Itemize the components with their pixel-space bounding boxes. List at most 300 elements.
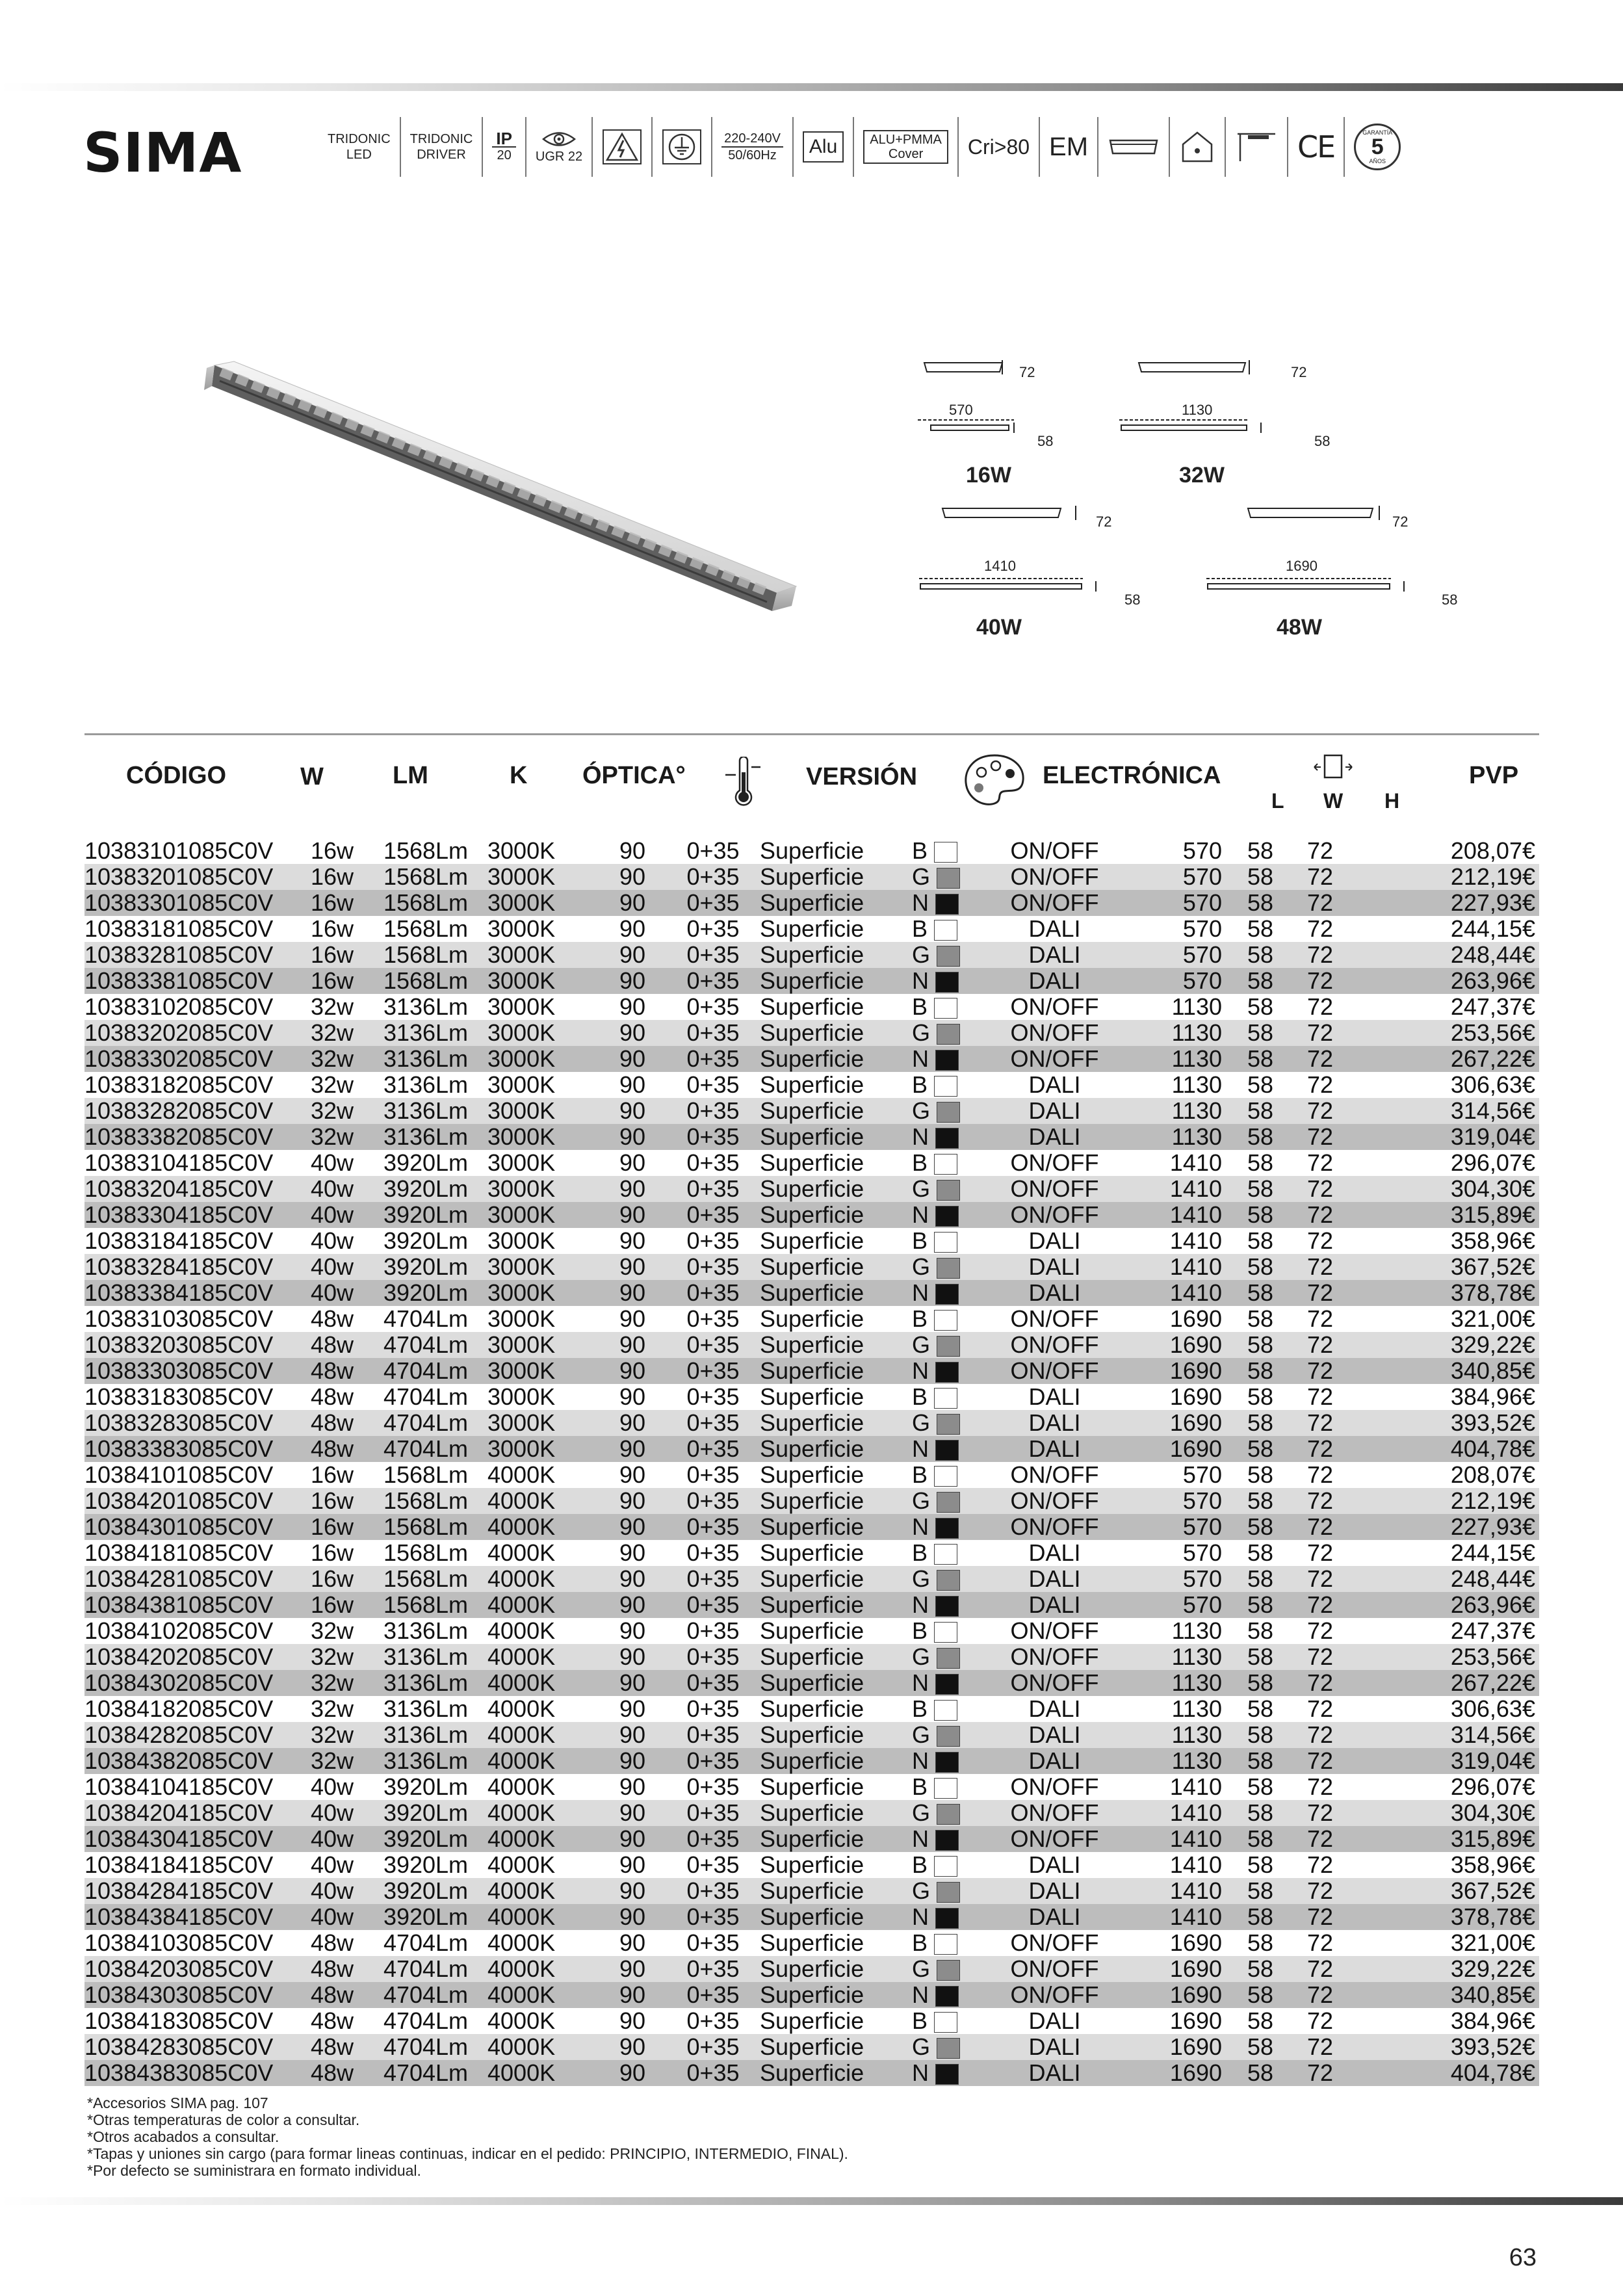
table-cell: 4000K — [480, 1644, 574, 1670]
table-cell: 10384282085C0V — [84, 1722, 292, 1748]
table-cell: 40w — [292, 1904, 372, 1930]
table-cell: 0+35 — [652, 1618, 748, 1644]
table-cell: 58 — [1231, 1956, 1290, 1982]
table-cell: Superficie — [748, 1410, 907, 1436]
product-image — [195, 338, 806, 650]
table-cell: 4704Lm — [372, 1384, 480, 1410]
table-cell: 0+35 — [652, 864, 748, 890]
table-cell: 10383184185C0V — [84, 1228, 292, 1254]
table-cell: ON/OFF — [972, 1150, 1137, 1176]
table-cell — [907, 864, 972, 890]
finish-color-swatch — [937, 868, 960, 889]
table-cell: ON/OFF — [972, 1306, 1137, 1332]
table-cell — [907, 916, 972, 942]
earth-ground — [651, 117, 711, 177]
table-cell — [907, 1644, 972, 1670]
table-cell: 0+35 — [652, 994, 748, 1020]
table-cell — [907, 1566, 972, 1592]
table-cell: 0+35 — [652, 1306, 748, 1332]
table-cell: 4000K — [480, 1696, 574, 1722]
table-cell: 1130 — [1137, 1618, 1231, 1644]
table-cell: 48w — [292, 2034, 372, 2060]
table-cell — [907, 1488, 972, 1514]
table-cell: Superficie — [748, 1878, 907, 1904]
finish-code: N — [912, 1046, 929, 1072]
table-cell: 1410 — [1137, 1228, 1231, 1254]
table-cell: ON/OFF — [972, 1046, 1137, 1072]
table-cell — [907, 1878, 972, 1904]
table-cell: 58 — [1231, 1800, 1290, 1826]
table-cell: 58 — [1231, 1436, 1290, 1462]
finish-code: G — [912, 1410, 931, 1436]
finish-code: G — [912, 942, 931, 968]
table-cell: 1130 — [1137, 1644, 1231, 1670]
table-cell: 72 — [1290, 838, 1351, 864]
table-cell: 72 — [1290, 1566, 1351, 1592]
table-cell: 40w — [292, 1254, 372, 1280]
table-cell: 0+35 — [652, 2060, 748, 2086]
table-cell: 4000K — [480, 1566, 574, 1592]
table-cell: 90 — [574, 942, 652, 968]
table-cell: 4704Lm — [372, 1332, 480, 1358]
table-cell: 4000K — [480, 2060, 574, 2086]
table-cell: 58 — [1231, 1930, 1290, 1956]
table-cell: 340,85€ — [1351, 1982, 1539, 2008]
table-cell: 304,30€ — [1351, 1176, 1539, 1202]
table-cell: 393,52€ — [1351, 1410, 1539, 1436]
table-cell: DALI — [972, 1072, 1137, 1098]
table-row — [84, 1410, 1539, 1436]
table-cell: 247,37€ — [1351, 994, 1539, 1020]
table-cell: ON/OFF — [972, 1982, 1137, 2008]
table-cell: 321,00€ — [1351, 1930, 1539, 1956]
indoor-use-spec — [1169, 117, 1225, 177]
table-cell: 0+35 — [652, 1722, 748, 1748]
table-cell: 72 — [1290, 1774, 1351, 1800]
table-row — [84, 1176, 1539, 1202]
finish-color-swatch — [934, 1856, 957, 1877]
table-row — [84, 1384, 1539, 1410]
table-cell: 208,07€ — [1351, 838, 1539, 864]
table-cell: 72 — [1290, 1670, 1351, 1696]
table-cell: DALI — [972, 1540, 1137, 1566]
table-cell: 570 — [1137, 1540, 1231, 1566]
table-cell: 58 — [1231, 1488, 1290, 1514]
table-cell — [907, 1904, 972, 1930]
table-cell: 40w — [292, 1150, 372, 1176]
table-cell — [907, 1774, 972, 1800]
finish-code: N — [912, 1358, 929, 1384]
table-cell: 90 — [574, 864, 652, 890]
finish-color-swatch — [934, 1388, 957, 1409]
table-cell: Superficie — [748, 942, 907, 968]
table-cell: 0+35 — [652, 1098, 748, 1124]
header-w: W — [300, 763, 324, 790]
table-row — [84, 942, 1539, 968]
finish-color-swatch — [937, 1960, 960, 1981]
table-row — [84, 1098, 1539, 1124]
table-row — [84, 1878, 1539, 1904]
table-cell: ON/OFF — [972, 1358, 1137, 1384]
table-cell: 90 — [574, 968, 652, 994]
table-cell: 570 — [1137, 916, 1231, 942]
table-cell: 306,63€ — [1351, 1072, 1539, 1098]
lightning-warning-icon — [602, 129, 642, 165]
table-cell: 0+35 — [652, 1176, 748, 1202]
table-cell: 90 — [574, 1332, 652, 1358]
table-cell: 90 — [574, 1956, 652, 1982]
table-cell: 0+35 — [652, 1852, 748, 1878]
table-row — [84, 1774, 1539, 1800]
table-cell: 90 — [574, 1280, 652, 1306]
table-cell — [907, 994, 972, 1020]
tridonic-driver-label: TRIDONIC DRIVER — [400, 117, 482, 177]
finish-color-swatch — [934, 1622, 957, 1643]
finish-code: N — [912, 890, 929, 916]
table-cell: 16w — [292, 864, 372, 890]
table-row — [84, 1696, 1539, 1722]
table-cell: 32w — [292, 1072, 372, 1098]
table-cell: 1568Lm — [372, 1488, 480, 1514]
finish-color-swatch — [937, 2038, 960, 2059]
table-cell: 72 — [1290, 1748, 1351, 1774]
table-cell: 212,19€ — [1351, 864, 1539, 890]
finish-code: N — [912, 1280, 929, 1306]
table-cell: 90 — [574, 1514, 652, 1540]
table-cell: 10384101085C0V — [84, 1462, 292, 1488]
table-cell: 48w — [292, 1410, 372, 1436]
table-cell: 0+35 — [652, 1488, 748, 1514]
finish-color-swatch — [934, 1154, 957, 1175]
table-cell: Superficie — [748, 916, 907, 942]
header-optica: ÓPTICA° — [582, 762, 686, 789]
table-cell: 4000K — [480, 1540, 574, 1566]
table-cell: 3000K — [480, 1306, 574, 1332]
table-cell: 58 — [1231, 994, 1290, 1020]
table-cell: 3000K — [480, 942, 574, 968]
table-cell: 32w — [292, 1020, 372, 1046]
table-row — [84, 1826, 1539, 1852]
table-cell: 10383304185C0V — [84, 1202, 292, 1228]
table-cell: 253,56€ — [1351, 1644, 1539, 1670]
table-cell: 3000K — [480, 1384, 574, 1410]
table-row — [84, 1124, 1539, 1150]
table-cell: 10384183085C0V — [84, 2008, 292, 2034]
table-cell: 10383103085C0V — [84, 1306, 292, 1332]
table-top-divider — [84, 733, 1539, 735]
table-cell: 72 — [1290, 968, 1351, 994]
table-cell: 58 — [1231, 838, 1290, 864]
table-cell — [907, 1722, 972, 1748]
table-cell: Superficie — [748, 1488, 907, 1514]
ground-icon — [662, 129, 702, 165]
table-cell: 4000K — [480, 1878, 574, 1904]
finish-color-swatch — [934, 998, 957, 1019]
table-cell: 0+35 — [652, 1150, 748, 1176]
table-cell: 58 — [1231, 890, 1290, 916]
table-cell: 58 — [1231, 1592, 1290, 1618]
table-cell: 296,07€ — [1351, 1150, 1539, 1176]
table-cell: 10383204185C0V — [84, 1176, 292, 1202]
table-cell: 253,56€ — [1351, 1020, 1539, 1046]
table-cell: 244,15€ — [1351, 916, 1539, 942]
table-cell: Superficie — [748, 1696, 907, 1722]
table-cell: Superficie — [748, 1306, 907, 1332]
finish-color-swatch — [934, 1934, 957, 1955]
table-cell: DALI — [972, 968, 1137, 994]
table-cell: Superficie — [748, 1566, 907, 1592]
table-cell: 0+35 — [652, 1280, 748, 1306]
table-cell: 3920Lm — [372, 1826, 480, 1852]
table-cell: 72 — [1290, 1540, 1351, 1566]
table-cell: Superficie — [748, 1124, 907, 1150]
table-cell: 1410 — [1137, 1800, 1231, 1826]
table-cell: 10383303085C0V — [84, 1358, 292, 1384]
table-cell: 1690 — [1137, 1436, 1231, 1462]
table-cell: 212,19€ — [1351, 1488, 1539, 1514]
surface-mount-spec — [1097, 117, 1169, 177]
table-row — [84, 1514, 1539, 1540]
table-cell: 32w — [292, 1124, 372, 1150]
table-cell: 0+35 — [652, 1046, 748, 1072]
table-cell: ON/OFF — [972, 1670, 1137, 1696]
table-cell: 3000K — [480, 864, 574, 890]
table-cell: DALI — [972, 916, 1137, 942]
table-cell: 72 — [1290, 1306, 1351, 1332]
finish-code: G — [912, 1956, 931, 1982]
table-cell: 72 — [1290, 942, 1351, 968]
table-cell: Superficie — [748, 1072, 907, 1098]
table-cell: 72 — [1290, 1644, 1351, 1670]
table-cell: DALI — [972, 1384, 1137, 1410]
table-cell: 1568Lm — [372, 890, 480, 916]
table-cell: 306,63€ — [1351, 1696, 1539, 1722]
table-cell: 404,78€ — [1351, 2060, 1539, 2086]
table-cell: DALI — [972, 1280, 1137, 1306]
table-cell: 304,30€ — [1351, 1800, 1539, 1826]
table-cell: 40w — [292, 1800, 372, 1826]
table-cell: DALI — [972, 1124, 1137, 1150]
table-cell: 3000K — [480, 1410, 574, 1436]
table-cell: 3000K — [480, 1202, 574, 1228]
table-cell: 384,96€ — [1351, 1384, 1539, 1410]
table-cell: 570 — [1137, 942, 1231, 968]
table-cell: ON/OFF — [972, 838, 1137, 864]
table-cell: 3000K — [480, 1332, 574, 1358]
table-cell: 3000K — [480, 1436, 574, 1462]
table-cell: 0+35 — [652, 1410, 748, 1436]
table-cell: DALI — [972, 1228, 1137, 1254]
finish-color-swatch — [935, 1206, 959, 1227]
finish-code: B — [912, 1930, 928, 1956]
table-cell: 10383283085C0V — [84, 1410, 292, 1436]
table-cell: 4000K — [480, 1488, 574, 1514]
table-cell: 3000K — [480, 1020, 574, 1046]
table-cell: 58 — [1231, 1280, 1290, 1306]
table-cell: 10383302085C0V — [84, 1046, 292, 1072]
table-cell: 90 — [574, 1254, 652, 1280]
table-cell: Superficie — [748, 1826, 907, 1852]
header-l: L — [1271, 789, 1284, 813]
table-cell: 10384181085C0V — [84, 1540, 292, 1566]
table-cell: 4000K — [480, 1670, 574, 1696]
table-cell: ON/OFF — [972, 1514, 1137, 1540]
table-cell: 40w — [292, 1774, 372, 1800]
table-cell: 247,37€ — [1351, 1618, 1539, 1644]
table-cell: 315,89€ — [1351, 1826, 1539, 1852]
table-cell: Superficie — [748, 838, 907, 864]
table-cell — [907, 1982, 972, 2008]
table-cell: 72 — [1290, 1254, 1351, 1280]
finish-code: B — [912, 1306, 928, 1332]
table-cell: 90 — [574, 1072, 652, 1098]
table-cell: ON/OFF — [972, 1774, 1137, 1800]
table-cell: 90 — [574, 890, 652, 916]
table-cell: 48w — [292, 1358, 372, 1384]
table-cell: 72 — [1290, 1696, 1351, 1722]
table-row — [84, 1644, 1539, 1670]
table-cell — [907, 1618, 972, 1644]
table-row — [84, 1670, 1539, 1696]
finish-color-swatch — [934, 1310, 957, 1331]
table-cell: 16w — [292, 1514, 372, 1540]
table-cell: 3136Lm — [372, 1696, 480, 1722]
finish-color-swatch — [937, 1726, 960, 1747]
table-cell: 4704Lm — [372, 1982, 480, 2008]
table-cell: 1130 — [1137, 1098, 1231, 1124]
table-cell: 4000K — [480, 1826, 574, 1852]
table-cell: 58 — [1231, 2008, 1290, 2034]
finish-color-swatch — [937, 1492, 960, 1513]
table-row — [84, 1150, 1539, 1176]
price-table — [84, 838, 1539, 2086]
table-cell: 3136Lm — [372, 1670, 480, 1696]
table-row — [84, 1332, 1539, 1358]
table-row — [84, 1254, 1539, 1280]
table-cell: 4000K — [480, 2008, 574, 2034]
finish-color-swatch — [935, 2064, 959, 2085]
table-cell: 10384203085C0V — [84, 1956, 292, 1982]
table-cell: 4000K — [480, 1722, 574, 1748]
table-cell: ON/OFF — [972, 1488, 1137, 1514]
eye-icon — [541, 129, 577, 149]
table-cell: 32w — [292, 1722, 372, 1748]
table-cell: 16w — [292, 1462, 372, 1488]
table-cell: 367,52€ — [1351, 1254, 1539, 1280]
table-cell: Superficie — [748, 1618, 907, 1644]
table-cell: DALI — [972, 1852, 1137, 1878]
table-cell: 1568Lm — [372, 864, 480, 890]
table-cell: 40w — [292, 1826, 372, 1852]
table-cell: 0+35 — [652, 1540, 748, 1566]
table-cell: 72 — [1290, 890, 1351, 916]
table-cell: 58 — [1231, 1072, 1290, 1098]
table-cell: 570 — [1137, 1566, 1231, 1592]
table-cell: 90 — [574, 1436, 652, 1462]
table-row — [84, 864, 1539, 890]
table-cell: 1410 — [1137, 1202, 1231, 1228]
table-cell: Superficie — [748, 1150, 907, 1176]
table-cell: 0+35 — [652, 1254, 748, 1280]
table-cell: ON/OFF — [972, 864, 1137, 890]
table-cell: 32w — [292, 1098, 372, 1124]
table-cell: 10384204185C0V — [84, 1800, 292, 1826]
table-cell: 0+35 — [652, 1696, 748, 1722]
table-cell — [907, 1462, 972, 1488]
table-cell: 58 — [1231, 968, 1290, 994]
table-cell: 72 — [1290, 1124, 1351, 1150]
table-cell: 32w — [292, 1046, 372, 1072]
table-cell: 1410 — [1137, 1878, 1231, 1904]
table-cell: 1568Lm — [372, 916, 480, 942]
table-cell: 72 — [1290, 1514, 1351, 1540]
table-cell: 1568Lm — [372, 1566, 480, 1592]
table-cell: 10384383085C0V — [84, 2060, 292, 2086]
table-row — [84, 1462, 1539, 1488]
table-cell: Superficie — [748, 1930, 907, 1956]
dimension-drawings — [916, 358, 1501, 631]
table-cell: 1130 — [1137, 1020, 1231, 1046]
table-row — [84, 2008, 1539, 2034]
finish-code: B — [912, 2008, 928, 2034]
finish-code: G — [912, 1332, 931, 1358]
table-cell: 90 — [574, 1696, 652, 1722]
table-cell — [907, 1436, 972, 1462]
table-cell: 570 — [1137, 838, 1231, 864]
table-cell: 0+35 — [652, 1020, 748, 1046]
table-cell: 4000K — [480, 1800, 574, 1826]
table-cell: 90 — [574, 1358, 652, 1384]
table-cell — [907, 1332, 972, 1358]
table-row — [84, 1280, 1539, 1306]
finish-code: N — [912, 1748, 929, 1774]
table-cell: 1410 — [1137, 1826, 1231, 1852]
table-cell: 4000K — [480, 1930, 574, 1956]
finish-code: G — [912, 1176, 931, 1202]
table-cell: 4704Lm — [372, 2060, 480, 2086]
table-cell: Superficie — [748, 968, 907, 994]
table-cell: 1410 — [1137, 1280, 1231, 1306]
top-gradient-bar — [0, 83, 1623, 91]
finish-code: N — [912, 1514, 929, 1540]
table-cell: 90 — [574, 1202, 652, 1228]
table-cell: 40w — [292, 1878, 372, 1904]
table-cell: 3920Lm — [372, 1774, 480, 1800]
table-cell: 40w — [292, 1176, 372, 1202]
table-cell: 3000K — [480, 1150, 574, 1176]
table-cell: 10384303085C0V — [84, 1982, 292, 2008]
table-cell: 3920Lm — [372, 1254, 480, 1280]
table-cell: 0+35 — [652, 1800, 748, 1826]
table-cell: 10384102085C0V — [84, 1618, 292, 1644]
table-cell: 72 — [1290, 1904, 1351, 1930]
table-cell: 314,56€ — [1351, 1098, 1539, 1124]
table-cell: ON/OFF — [972, 1930, 1137, 1956]
table-cell: Superficie — [748, 1800, 907, 1826]
table-cell: 90 — [574, 1618, 652, 1644]
finish-code: G — [912, 1644, 931, 1670]
emergency-spec: EM — [1039, 117, 1097, 177]
table-cell: 3920Lm — [372, 1878, 480, 1904]
table-cell: 32w — [292, 1618, 372, 1644]
finish-color-swatch — [935, 972, 959, 993]
table-cell: 72 — [1290, 916, 1351, 942]
finish-color-swatch — [937, 1024, 960, 1045]
table-cell: 90 — [574, 1410, 652, 1436]
finish-color-swatch — [934, 1232, 957, 1253]
table-cell: Superficie — [748, 890, 907, 916]
table-cell: ON/OFF — [972, 994, 1137, 1020]
